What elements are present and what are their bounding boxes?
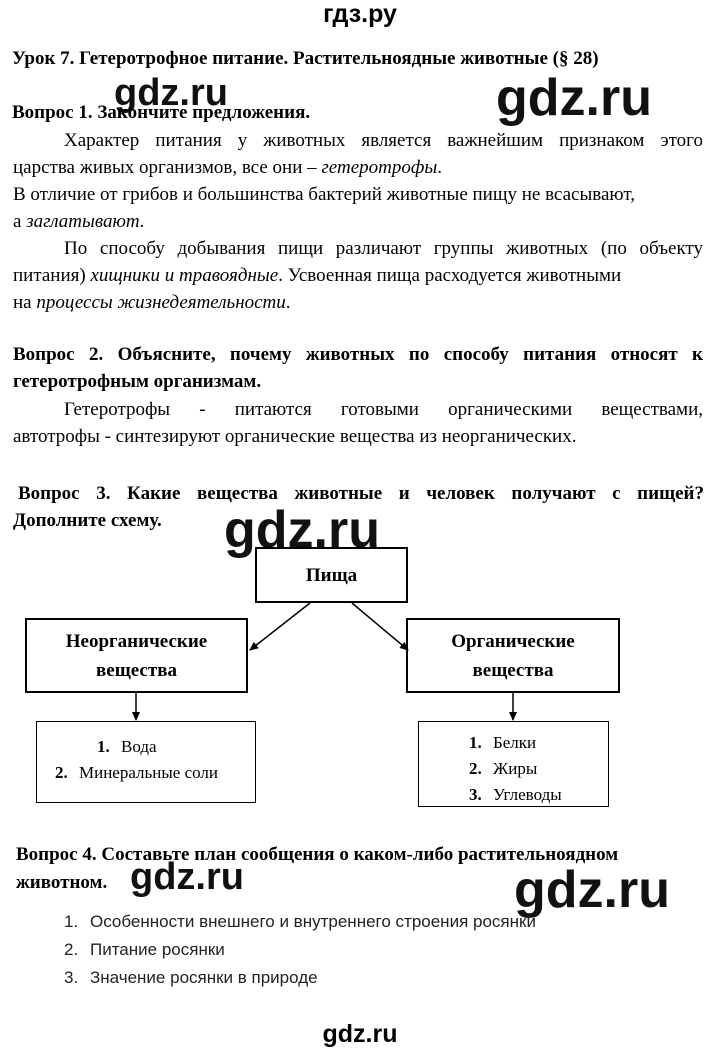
q2-answer-line2: автотрофы - синтезируют органические вещества из неорганических. (13, 426, 577, 447)
q1-answer: заглатывают (26, 211, 140, 232)
list-item-number: 2. (55, 763, 68, 782)
list-item-text: Углеводы (493, 785, 562, 804)
q1-answer: процессы жизнедеятельности (36, 292, 286, 313)
watermark: gdz.ru (224, 501, 380, 559)
q2-heading-line1: Вопрос 2. Объясните, почему животных по способу питания относят к (13, 344, 703, 365)
site-header: гдз.ру (323, 0, 397, 28)
lesson-title: Урок 7. Гетеротрофное питание. Растительноядные животные (§ 28) (12, 48, 599, 69)
inorganic-box (25, 618, 248, 693)
list-item-number: 1. (97, 737, 110, 756)
plan-item-text: Питание росянки (90, 940, 225, 959)
q1-text: на (13, 292, 32, 313)
list-item (469, 730, 608, 756)
q1-text: а (13, 211, 22, 232)
list-item (55, 734, 255, 760)
q1-answer: хищники и травоядные (90, 265, 279, 286)
q2-heading-line2: гетеротрофным организмам. (13, 371, 262, 392)
organic-label: вещества (472, 659, 554, 681)
plan-item (64, 912, 536, 932)
list-item-text: Вода (121, 737, 157, 756)
q1-sentence1-line2: царства живых организмов, все они – гетеротрофы. (13, 157, 442, 178)
inorganic-label: вещества (96, 659, 177, 681)
q4-heading-line1: Вопрос 4. Составьте план сообщения о каком-либо растительноядном (16, 844, 619, 865)
plan-item (64, 940, 225, 960)
list-item-text: Белки (493, 733, 537, 752)
plan-item-text: Значение росянки в природе (90, 968, 318, 987)
list-item-number: 2. (469, 759, 482, 778)
list-item-text: Жиры (493, 759, 538, 778)
organic-box (406, 618, 620, 693)
watermark: gdz.ru (114, 72, 228, 114)
watermark: gdz.ru (130, 856, 244, 898)
q1-text: . Усвоенная пища расходуется животными (278, 265, 622, 286)
q1-text: питания) (13, 265, 86, 286)
q3-heading-line1: Вопрос 3. Какие вещества животные и человек получают с пищей? (18, 483, 704, 504)
list-item (469, 756, 608, 782)
scheme-root-label: Пища (305, 564, 358, 586)
plan-item-number: 3. (64, 968, 79, 987)
q1-sentence2-line2: а заглатывают. (13, 211, 145, 232)
list-item-number: 3. (469, 785, 482, 804)
q2-answer-line1: Гетеротрофы - питаются готовыми органическими веществами, (64, 399, 703, 420)
q1-text: По способу добывания пищи различают группы животных (по объекту (64, 238, 703, 259)
list-item (469, 782, 608, 808)
organic-list-box (418, 721, 609, 807)
q3-heading-line2: Дополните схему. (13, 510, 162, 531)
watermark: gdz.ru (496, 69, 652, 127)
plan-item-number: 2. (64, 940, 79, 959)
plan-item (64, 968, 318, 988)
list-item-text: Минеральные соли (79, 763, 219, 782)
q1-sentence3-line3: на процессы жизнедеятельности. (13, 292, 291, 313)
q1-heading: Вопрос 1. Закончите предложения. (12, 102, 311, 123)
plan-item-number: 1. (64, 912, 79, 931)
q1-text: царства живых организмов, все они – (13, 157, 317, 178)
q1-text: Характер питания у животных является важнейшим признаком этого (64, 130, 703, 151)
q1-answer: гетеротрофы (321, 157, 438, 178)
inorganic-list-box (36, 721, 256, 803)
q4-heading-line2: животном. (16, 872, 108, 893)
arrow-to-inorganic (250, 603, 310, 650)
site-footer: gdz.ru (322, 1020, 398, 1048)
list-item-number: 1. (469, 733, 482, 752)
list-item (55, 760, 255, 786)
plan-item-text: Особенности внешнего и внутреннего строения росянки (90, 912, 536, 931)
inorganic-label: Неорганические (65, 630, 208, 652)
q1-text: В отличие от грибов и большинства бактерий животные пищу не всасывают, (13, 184, 635, 205)
arrow-to-organic (352, 603, 408, 650)
organic-label: Органические (451, 630, 575, 652)
watermark: gdz.ru (514, 861, 670, 919)
